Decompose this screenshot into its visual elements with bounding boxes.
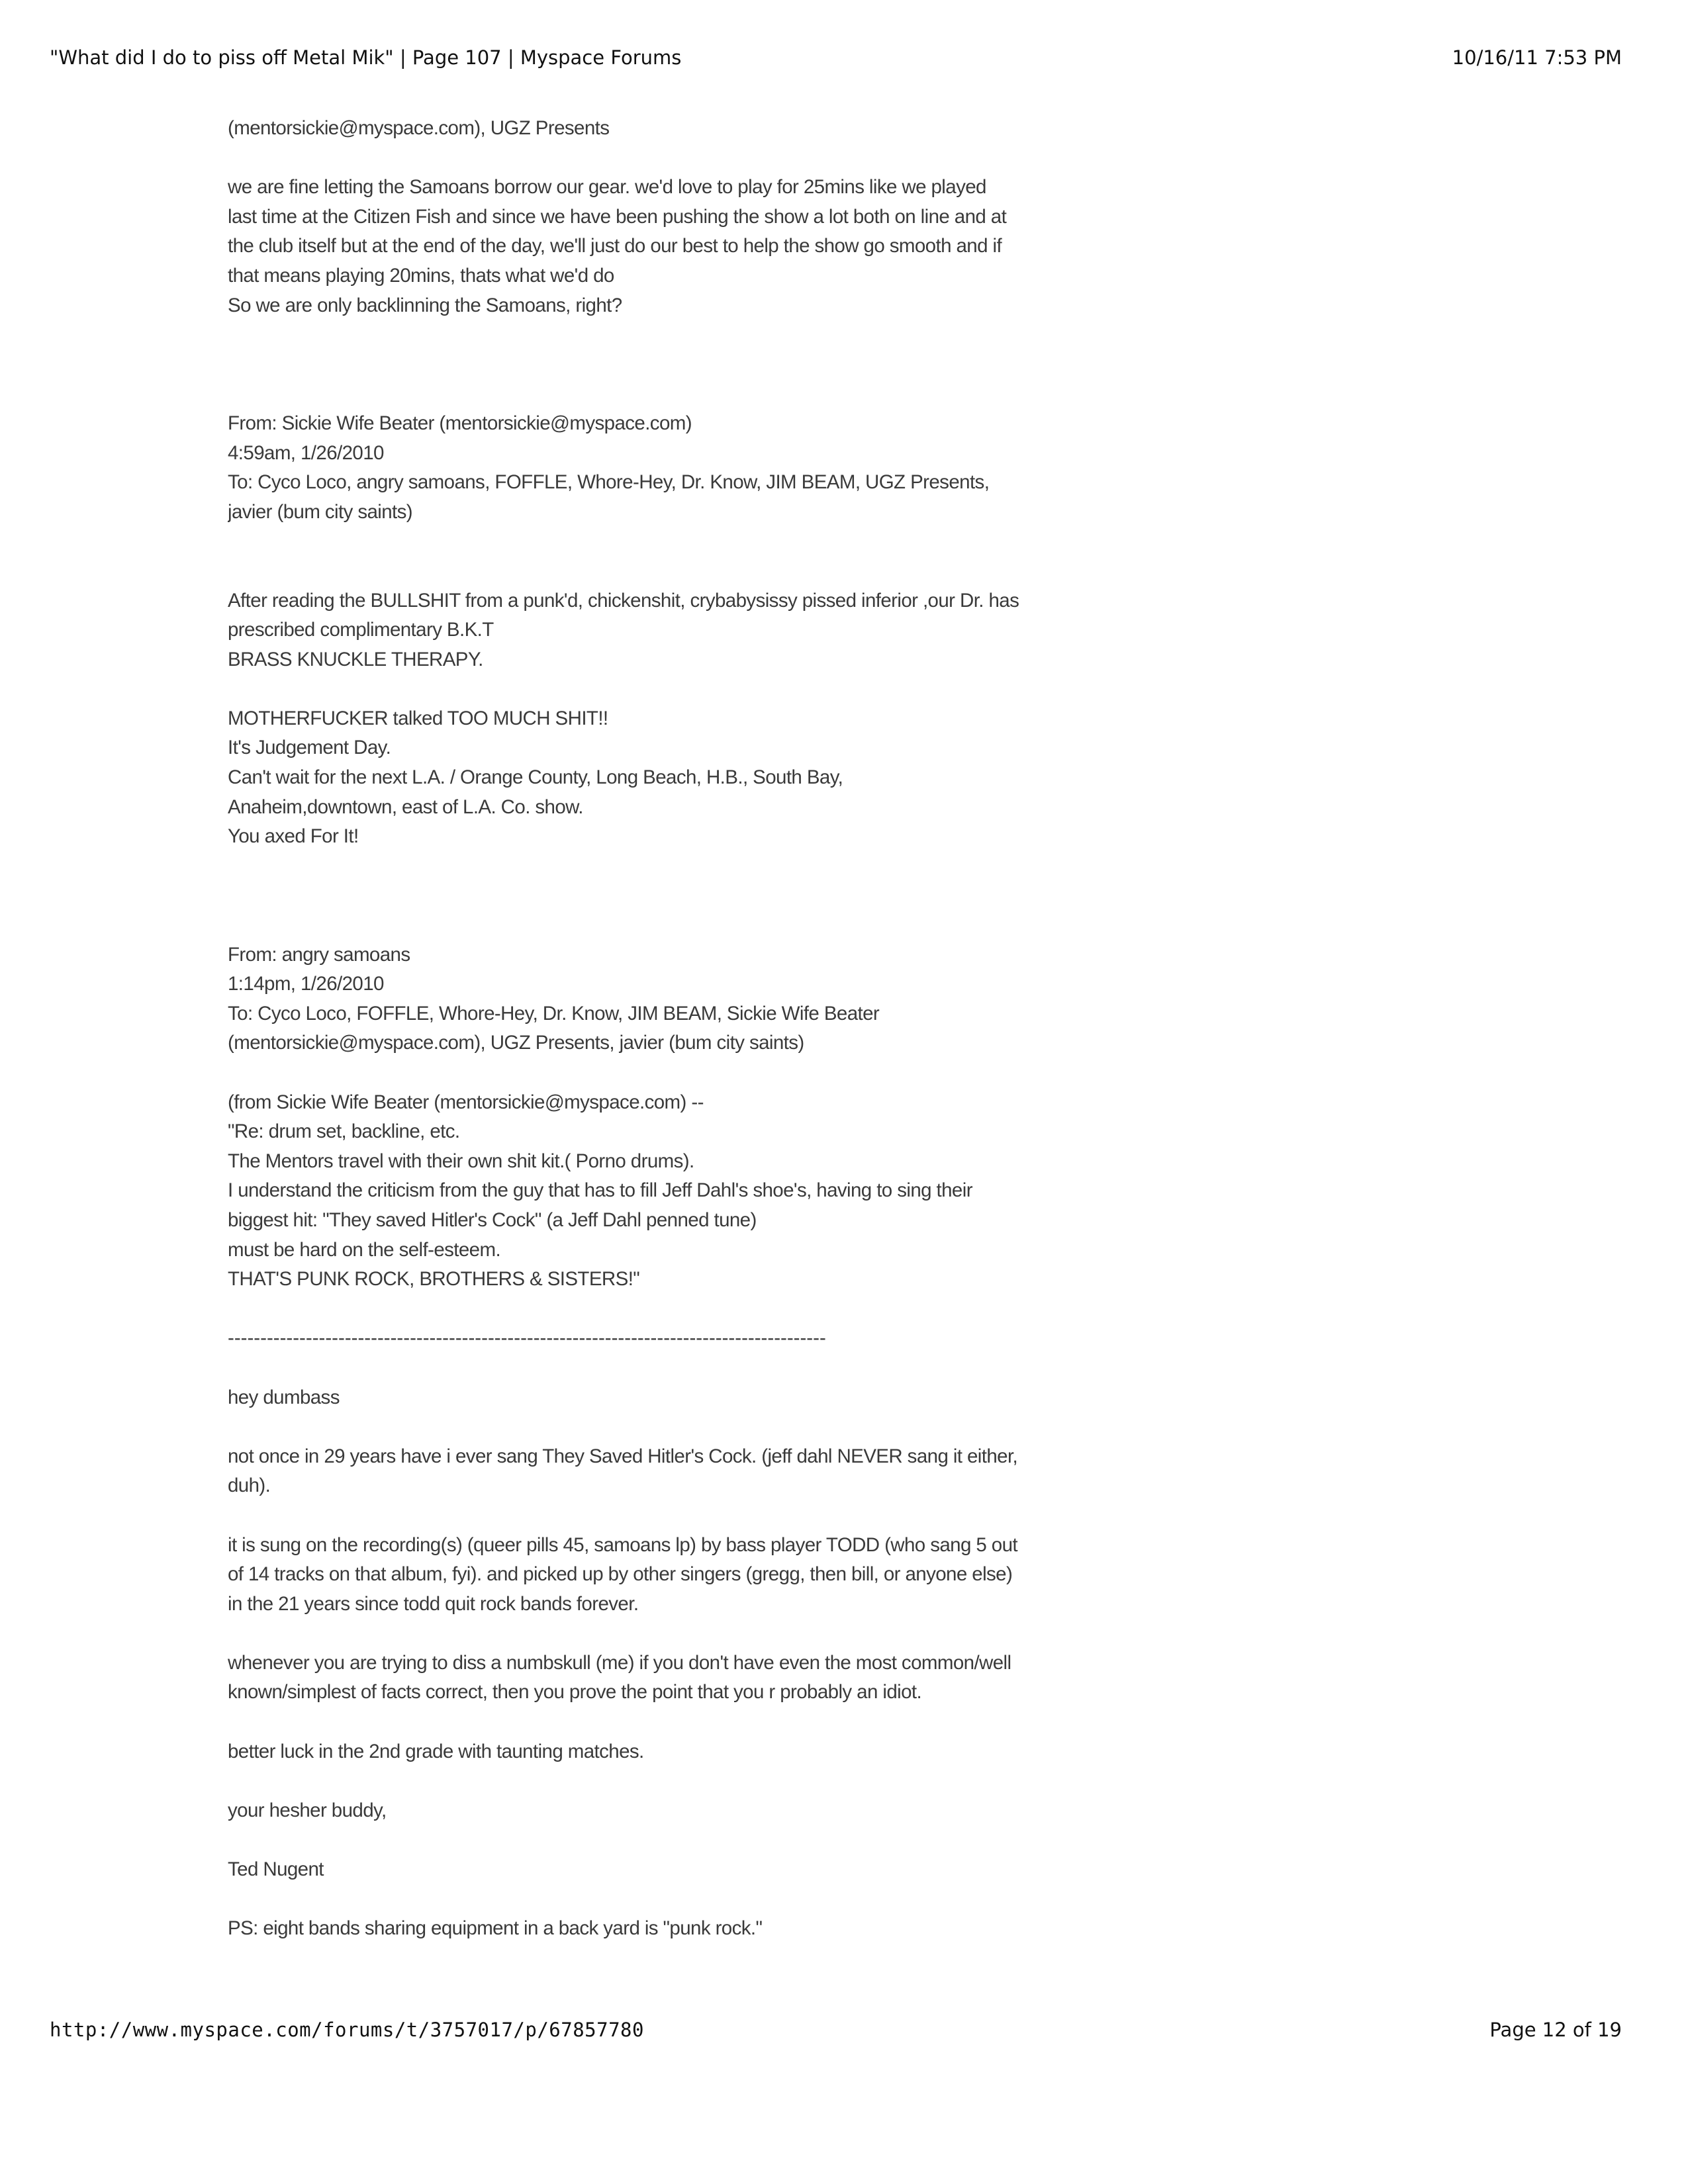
page-url-link[interactable]: http://www.myspace.com/forums/t/3757017/p/67857780 bbox=[50, 2019, 644, 2041]
blank-line bbox=[228, 1295, 1095, 1324]
blank-line bbox=[228, 144, 1095, 173]
text-line: After reading the BULLSHIT from a punk'd, chickenshit, crybabysissy pissed inferior ,our Dr. has bbox=[228, 589, 1019, 612]
blank-line bbox=[228, 852, 1095, 882]
text-line: biggest hit: "They saved Hitler's Cock" (a Jeff Dahl penned tune) bbox=[228, 1208, 757, 1231]
blank-line bbox=[228, 350, 1095, 380]
text-line: 4:59am, 1/26/2010 bbox=[228, 441, 384, 464]
text-line: that means playing 20mins, thats what we'd do bbox=[228, 264, 614, 287]
text-line: So we are only backlinning the Samoans, right? bbox=[228, 294, 622, 316]
text-line: whenever you are trying to diss a numbskull (me) if you don't have even the most common/well bbox=[228, 1651, 1011, 1674]
print-datetime: 10/16/11 7:53 PM bbox=[1452, 46, 1622, 69]
blank-line bbox=[228, 1825, 1095, 1855]
text-line: javier (bum city saints) bbox=[228, 500, 413, 523]
text-line: your hesher buddy, bbox=[228, 1799, 387, 1821]
text-line: hey dumbass bbox=[228, 1386, 340, 1408]
blank-line bbox=[228, 1501, 1095, 1531]
blank-line bbox=[228, 881, 1095, 911]
blank-line bbox=[228, 1707, 1095, 1737]
text-line: PS: eight bands sharing equipment in a back yard is "punk rock." bbox=[228, 1917, 763, 1940]
blank-line bbox=[228, 1973, 1095, 1988]
text-line: prescribed complimentary B.K.T bbox=[228, 619, 494, 641]
page-title: "What did I do to piss off Metal Mik" | Page 107 | Myspace Forums bbox=[50, 46, 682, 69]
separator-line: -------------------------------------------------------------------------------------------- bbox=[228, 1327, 826, 1349]
text-line: the club itself but at the end of the day, we'll just do our best to help the show go smooth and if bbox=[228, 235, 1002, 257]
text-line: Can't wait for the next L.A. / Orange County, Long Beach, H.B., South Bay, bbox=[228, 766, 843, 789]
text-line: "Re: drum set, backline, etc. bbox=[228, 1120, 460, 1143]
text-line: must be hard on the self-esteem. bbox=[228, 1238, 501, 1261]
blank-line bbox=[228, 1353, 1095, 1383]
blank-line bbox=[228, 557, 1095, 586]
text-line: Ted Nugent bbox=[228, 1858, 324, 1881]
text-line: Anaheim,downtown, east of L.A. Co. show. bbox=[228, 796, 583, 818]
text-line: From: Sickie Wife Beater (mentorsickie@myspace.com) bbox=[228, 412, 692, 434]
text-line: (from Sickie Wife Beater (mentorsickie@myspace.com) -- bbox=[228, 1091, 704, 1113]
text-line: To: Cyco Loco, FOFFLE, Whore-Hey, Dr. Know, JIM BEAM, Sickie Wife Beater bbox=[228, 1002, 880, 1024]
blank-line bbox=[228, 911, 1095, 940]
text-line: MOTHERFUCKER talked TOO MUCH SHIT!! bbox=[228, 707, 608, 729]
forum-post-content bbox=[228, 114, 1095, 1988]
text-line: From: angry samoans bbox=[228, 943, 410, 966]
blank-line bbox=[228, 527, 1095, 557]
blank-line bbox=[228, 379, 1095, 409]
text-line: known/simplest of facts correct, then you prove the point that you r probably an idiot. bbox=[228, 1681, 922, 1704]
blank-line bbox=[228, 1885, 1095, 1915]
text-line: You axed For It! bbox=[228, 825, 359, 848]
text-line: The Mentors travel with their own shit kit.( Porno drums). bbox=[228, 1150, 694, 1172]
text-line: I understand the criticism from the guy that has to fill Jeff Dahl's shoe's, having to sing their bbox=[228, 1179, 972, 1202]
blank-line bbox=[228, 1058, 1095, 1088]
text-line: not once in 29 years have i ever sang They Saved Hitler's Cock. (jeff dahl NEVER sang it either, bbox=[228, 1445, 1018, 1467]
text-line: duh). bbox=[228, 1475, 271, 1497]
text-line: it is sung on the recording(s) (queer pills 45, samoans lp) by bass player TODD (who sang 5 out bbox=[228, 1533, 1017, 1556]
text-line: To: Cyco Loco, angry samoans, FOFFLE, Whore-Hey, Dr. Know, JIM BEAM, UGZ Presents, bbox=[228, 471, 990, 494]
text-line: THAT'S PUNK ROCK, BROTHERS & SISTERS!" bbox=[228, 1268, 640, 1291]
text-line: we are fine letting the Samoans borrow our gear. we'd love to play for 25mins like we played bbox=[228, 176, 986, 199]
page-indicator: Page 12 of 19 bbox=[1489, 2019, 1622, 2041]
blank-line bbox=[228, 1944, 1095, 1974]
text-line: 1:14pm, 1/26/2010 bbox=[228, 973, 384, 995]
text-line: of 14 tracks on that album, fyi). and picked up by other singers (gregg, then bill, or anyone else) bbox=[228, 1563, 1013, 1586]
blank-line bbox=[228, 1619, 1095, 1649]
text-line: It's Judgement Day. bbox=[228, 737, 391, 759]
blank-line bbox=[228, 1766, 1095, 1796]
blank-line bbox=[228, 320, 1095, 350]
text-line: better luck in the 2nd grade with taunting matches. bbox=[228, 1740, 644, 1762]
text-line: (mentorsickie@myspace.com), UGZ Presents bbox=[228, 117, 610, 139]
text-line: BRASS KNUCKLE THERAPY. bbox=[228, 648, 483, 670]
blank-line bbox=[228, 1412, 1095, 1442]
text-line: last time at the Citizen Fish and since we have been pushing the show a lot both on line and at bbox=[228, 205, 1007, 228]
blank-line bbox=[228, 674, 1095, 704]
text-line: in the 21 years since todd quit rock bands forever. bbox=[228, 1592, 639, 1615]
text-line: (mentorsickie@myspace.com), UGZ Presents, javier (bum city saints) bbox=[228, 1032, 804, 1054]
